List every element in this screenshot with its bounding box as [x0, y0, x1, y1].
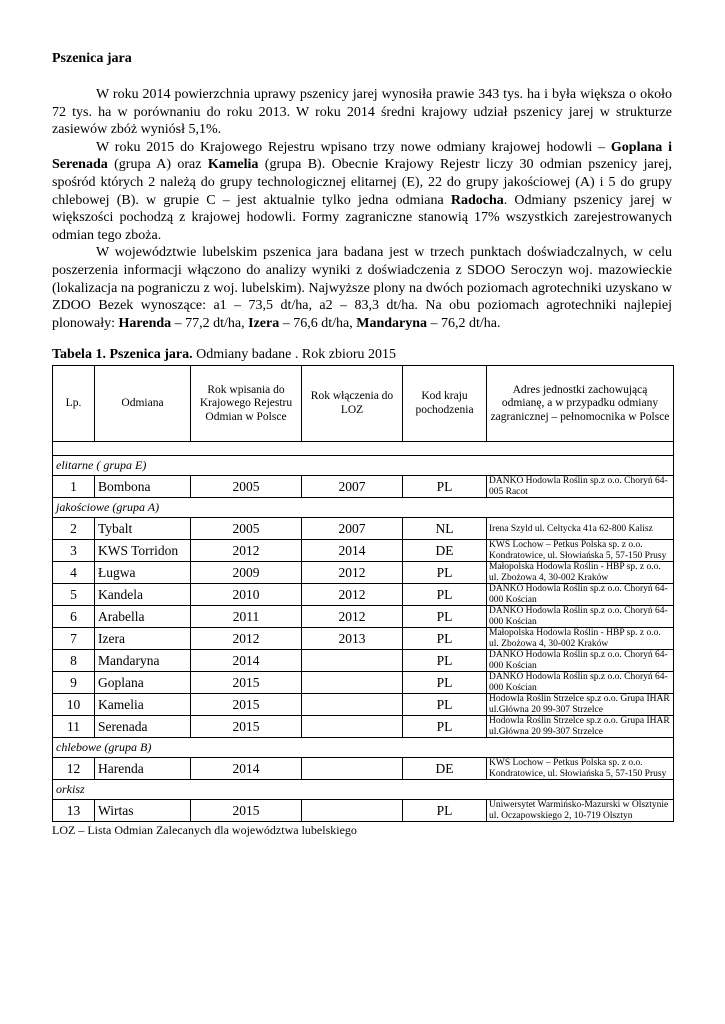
cell-lp: 6 — [53, 606, 95, 628]
cell-address: DANKO Hodowla Roślin sp.z o.o. Choryń 64-005 Racot — [487, 476, 674, 498]
cell-variety: Kamelia — [95, 694, 191, 716]
cell-register-year: 2012 — [191, 628, 302, 650]
cell-country-code: PL — [403, 716, 487, 738]
paragraph-1: W roku 2014 powierzchnia uprawy pszenicy jarej wynosiła prawie 343 tys. ha i była większa o około 72 tys. ha w porównaniu do roku 2013. W roku 2014 średni krajowy udział pszenicy jarej w strukturze zasiewów zbóż wyniósł 5,1%. — [52, 87, 672, 138]
table-row — [53, 716, 674, 738]
document-page — [52, 50, 672, 838]
table-row — [53, 628, 674, 650]
table-row — [53, 562, 674, 584]
cell-variety: Mandaryna — [95, 650, 191, 672]
group-label: chlebowe (grupa B) — [53, 738, 674, 758]
group-label: orkisz — [53, 780, 674, 800]
cell-lp: 7 — [53, 628, 95, 650]
cell-variety: KWS Torridon — [95, 540, 191, 562]
header-register-year: Rok wpisania do Krajowego Rejestru Odmian w Polsce — [191, 366, 302, 442]
cell-lp: 5 — [53, 584, 95, 606]
cell-register-year: 2014 — [191, 758, 302, 780]
body-text — [52, 86, 672, 332]
table-row — [53, 540, 674, 562]
cell-address: Małopolska Hodowla Roślin - HBP sp. z o.o. ul. Zbożowa 4, 30-002 Kraków — [487, 562, 674, 584]
cell-country-code: PL — [403, 562, 487, 584]
cell-lp: 1 — [53, 476, 95, 498]
cell-address: DANKO Hodowla Roślin sp.z o.o. Choryń 64-000 Kościan — [487, 584, 674, 606]
group-row — [53, 738, 674, 758]
cell-country-code: PL — [403, 476, 487, 498]
table-row — [53, 606, 674, 628]
cell-lp: 9 — [53, 672, 95, 694]
cell-loz-year — [302, 650, 403, 672]
cell-loz-year: 2013 — [302, 628, 403, 650]
table-caption-bold: Tabela 1. Pszenica jara. — [52, 347, 193, 363]
bold-text: Goplana i Serenada — [52, 139, 672, 173]
cell-address: KWS Lochow – Petkus Polska sp. z o.o. Kondratowice, ul. Słowiańska 5, 57-150 Prusy — [487, 758, 674, 780]
cell-register-year: 2005 — [191, 518, 302, 540]
cell-register-year: 2011 — [191, 606, 302, 628]
bold-text: Izera — [248, 315, 280, 331]
bold-text: Mandaryna — [356, 315, 428, 331]
cell-country-code: PL — [403, 800, 487, 822]
cell-loz-year — [302, 694, 403, 716]
table-header-row — [53, 366, 674, 442]
cell-lp: 11 — [53, 716, 95, 738]
cell-address: DANKO Hodowla Roślin sp.z o.o. Choryń 64-000 Kościan — [487, 650, 674, 672]
cell-country-code: PL — [403, 606, 487, 628]
header-variety: Odmiana — [95, 366, 191, 442]
table-row — [53, 518, 674, 540]
table-row — [53, 672, 674, 694]
cell-address: DANKO Hodowla Roślin sp.z o.o. Choryń 64-000 Kościan — [487, 672, 674, 694]
header-address: Adres jednostki zachowującą odmianę, a w przypadku odmiany zagranicznej – pełnomocnika w Polsce — [487, 366, 674, 442]
cell-variety: Bombona — [95, 476, 191, 498]
header-loz-year: Rok włączenia do LOZ — [302, 366, 403, 442]
group-label: elitarne ( grupa E) — [53, 456, 674, 476]
header-lp: Lp. — [53, 366, 95, 442]
cell-variety: Serenada — [95, 716, 191, 738]
cell-country-code: NL — [403, 518, 487, 540]
cell-loz-year: 2012 — [302, 562, 403, 584]
page-title: Pszenica jara — [52, 51, 132, 66]
cell-address: Hodowla Roślin Strzelce sp.z o.o. Grupa IHAR ul.Główna 20 99-307 Strzelce — [487, 694, 674, 716]
header-country-code: Kod kraju pochodzenia — [403, 366, 487, 442]
cell-loz-year: 2012 — [302, 606, 403, 628]
cell-country-code: PL — [403, 672, 487, 694]
group-label: jakościowe (grupa A) — [53, 498, 674, 518]
cell-register-year: 2010 — [191, 584, 302, 606]
table-row — [53, 800, 674, 822]
table-row — [53, 584, 674, 606]
cell-lp: 8 — [53, 650, 95, 672]
footnote: LOZ – Lista Odmian Zalecanych dla województwa lubelskiego — [52, 823, 357, 838]
cell-register-year: 2005 — [191, 476, 302, 498]
cell-lp: 10 — [53, 694, 95, 716]
table-row — [53, 758, 674, 780]
group-row — [53, 780, 674, 800]
cell-lp: 4 — [53, 562, 95, 584]
cell-register-year: 2015 — [191, 716, 302, 738]
bold-text: Harenda — [118, 315, 172, 331]
cell-loz-year: 2014 — [302, 540, 403, 562]
varieties-table — [52, 365, 674, 822]
cell-address: KWS Lochow – Petkus Polska sp. z o.o. Kondratowice, ul. Słowiańska 5, 57-150 Prusy — [487, 540, 674, 562]
table-row — [53, 650, 674, 672]
paragraph-3: W województwie lubelskim pszenica jara badana jest w trzech punktach doświadczalnych, w celu poszerzenia informacji włączono do analizy wyniki z doświadczenia z SDOO Seroczyn woj. mazowieckie (lokalizacja na pograniczu z woj. lubelskim). Najwyższe plony na dwóch poziomach agrotechniki uzyskano w ZDOO Bezek wynoszące: a1 – 73,5 dt/ha, a2 – 83,3 dt/ha. Na obu poziomach agrotechniki najlepiej plonowały: Harenda – 77,2 dt/ha, Izera – 76,6 dt/ha, Mandaryna – 76,2 dt/ha. — [52, 245, 672, 331]
cell-loz-year — [302, 758, 403, 780]
cell-country-code: PL — [403, 650, 487, 672]
cell-register-year: 2014 — [191, 650, 302, 672]
cell-variety: Tybalt — [95, 518, 191, 540]
cell-address: Uniwersytet Warmińsko-Mazurski w Olsztynie ul. Oczapowskiego 2, 10-719 Olsztyn — [487, 800, 674, 822]
cell-variety: Kandela — [95, 584, 191, 606]
cell-country-code: PL — [403, 584, 487, 606]
cell-register-year: 2015 — [191, 672, 302, 694]
cell-loz-year — [302, 716, 403, 738]
group-row — [53, 498, 674, 518]
cell-variety: Ługwa — [95, 562, 191, 584]
cell-loz-year: 2007 — [302, 518, 403, 540]
table-row — [53, 476, 674, 498]
cell-lp: 2 — [53, 518, 95, 540]
cell-variety: Goplana — [95, 672, 191, 694]
cell-register-year: 2012 — [191, 540, 302, 562]
cell-variety: Izera — [95, 628, 191, 650]
cell-variety: Arabella — [95, 606, 191, 628]
header-spacer-row — [53, 442, 674, 456]
cell-variety: Harenda — [95, 758, 191, 780]
cell-register-year: 2015 — [191, 694, 302, 716]
cell-country-code: DE — [403, 758, 487, 780]
cell-address: Hodowla Roślin Strzelce sp.z o.o. Grupa IHAR ul.Główna 20 99-307 Strzelce — [487, 716, 674, 738]
cell-lp: 13 — [53, 800, 95, 822]
cell-loz-year: 2007 — [302, 476, 403, 498]
cell-country-code: DE — [403, 540, 487, 562]
table-caption-rest: Odmiany badane . Rok zbioru 2015 — [192, 347, 396, 363]
cell-lp: 12 — [53, 758, 95, 780]
cell-register-year: 2009 — [191, 562, 302, 584]
cell-variety: Wirtas — [95, 800, 191, 822]
cell-register-year: 2015 — [191, 800, 302, 822]
cell-address: Irena Szyld ul. Celtycka 41a 62-800 Kalisz — [487, 518, 674, 540]
group-row — [53, 456, 674, 476]
cell-loz-year: 2012 — [302, 584, 403, 606]
bold-text: Kamelia — [207, 157, 259, 173]
table-caption — [52, 346, 672, 363]
cell-country-code: PL — [403, 694, 487, 716]
cell-address: DANKO Hodowla Roślin sp.z o.o. Choryń 64-000 Kościan — [487, 606, 674, 628]
cell-loz-year — [302, 800, 403, 822]
cell-lp: 3 — [53, 540, 95, 562]
cell-country-code: PL — [403, 628, 487, 650]
cell-address: Małopolska Hodowla Roślin - HBP sp. z o.o. ul. Zbożowa 4, 30-002 Kraków — [487, 628, 674, 650]
cell-loz-year — [302, 672, 403, 694]
table-row — [53, 694, 674, 716]
paragraph-2: W roku 2015 do Krajowego Rejestru wpisano trzy nowe odmiany krajowej hodowli – Goplana i Serenada (grupa A) oraz Kamelia (grupa B). Obecnie Krajowy Rejestr liczy 30 odmian pszenicy jarej, spośród których 2 należą do grupy technologicznej elitarnej (E), 22 do grupy jakościowej (A) i 5 do grupy chlebowej (B). w grupie C – jest aktualnie tylko jedna odmiana Radocha. Odmiany pszenicy jarej w większości pochodzą z krajowej hodowli. Formy zagraniczne stanowią 17% wszystkich zarejestrowanych odmian tego zboża. — [52, 139, 672, 243]
bold-text: Radocha — [450, 192, 504, 208]
